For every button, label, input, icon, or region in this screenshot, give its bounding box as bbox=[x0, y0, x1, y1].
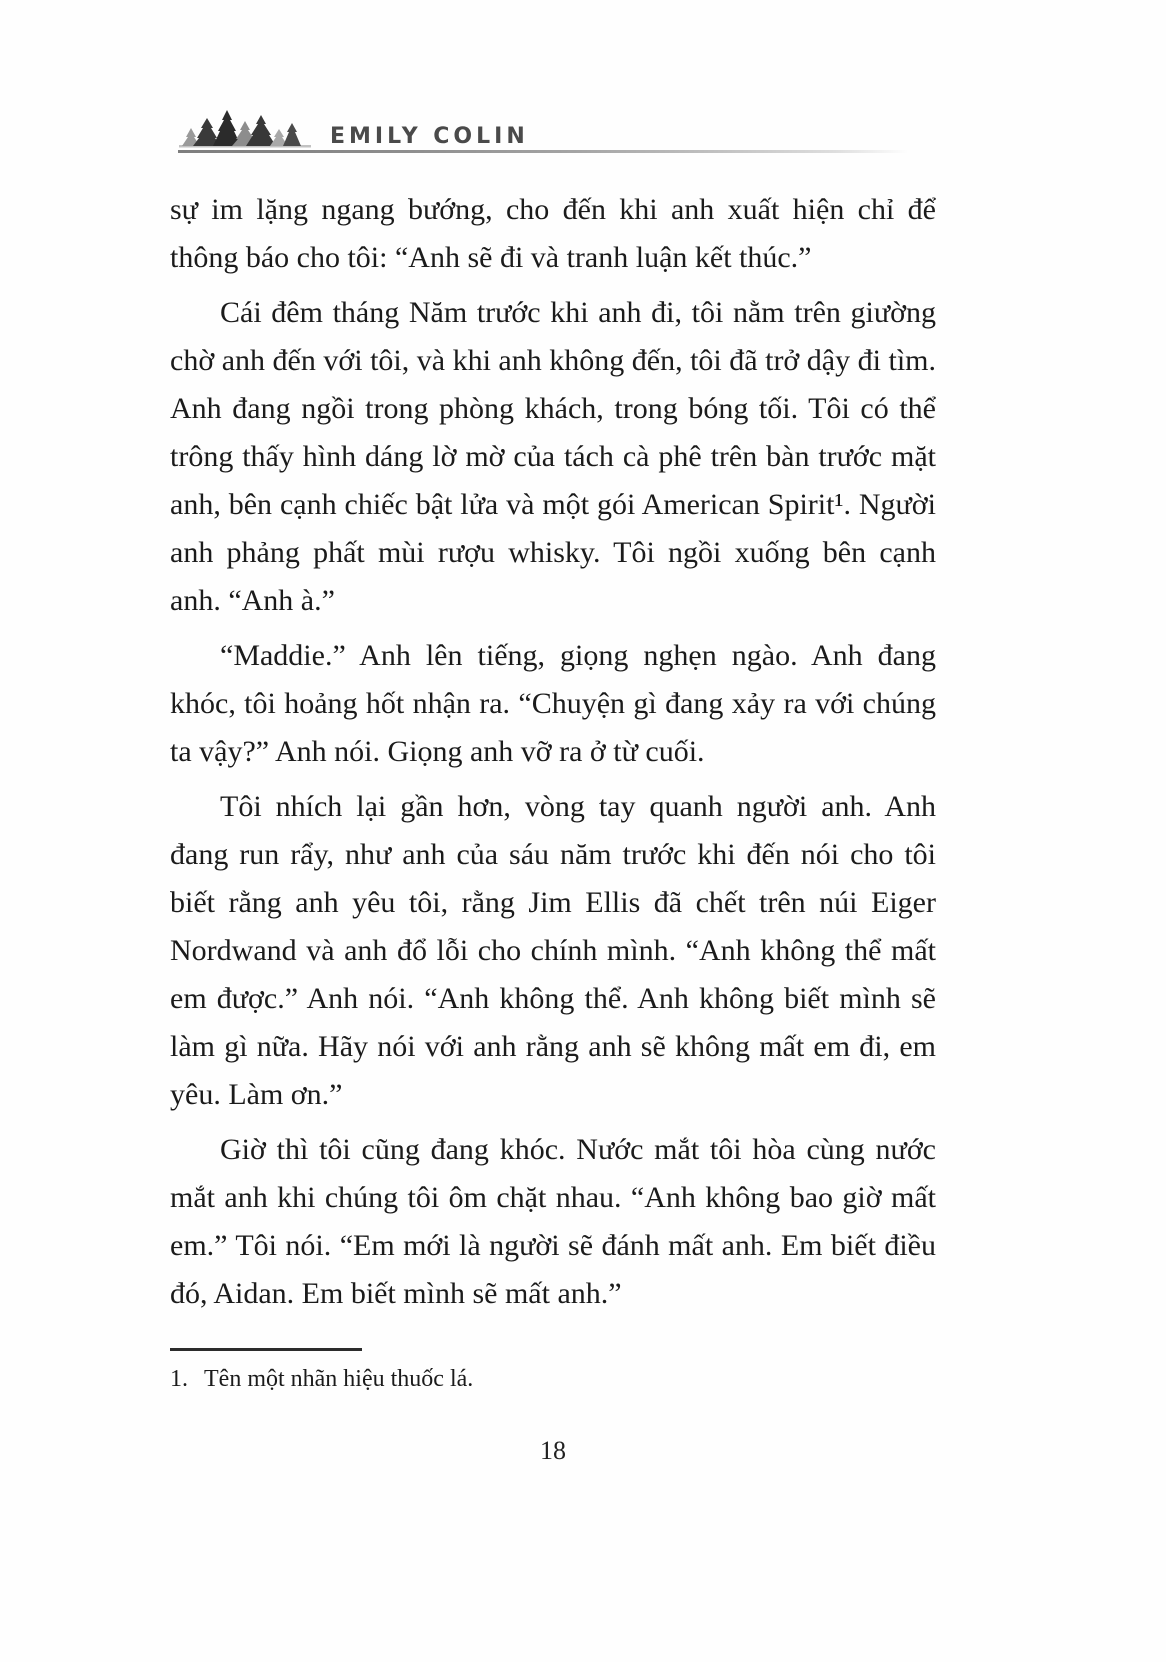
body-text bbox=[170, 186, 936, 1325]
header-rule bbox=[178, 150, 908, 153]
footnote-line bbox=[170, 1363, 936, 1395]
body-paragraph: sự im lặng ngang bướng, cho đến khi anh xuất hiện chỉ để thông báo cho tôi: “Anh sẽ đi và tranh luận kết thúc.” bbox=[170, 193, 936, 274]
footnote-rule bbox=[170, 1348, 362, 1351]
body-paragraph: Giờ thì tôi cũng đang khóc. Nước mắt tôi hòa cùng nước mắt anh khi chúng tôi ôm chặt nhau. “Anh không bao giờ mất em.” Tôi nói. “Em mới là người sẽ đánh mất anh. Em biết điều đó, Aidan. Em biết mình sẽ mất anh.” bbox=[170, 1133, 936, 1310]
body-paragraph: Tôi nhích lại gần hơn, vòng tay quanh người anh. Anh đang run rẩy, như anh của sáu năm trước khi đến nói cho tôi biết rằng anh yêu tôi, rằng Jim Ellis đã chết trên núi Eiger Nordwand và anh đổ lỗi cho chính mình. “Anh không thể mất em được.” Anh nói. “Anh không thể. Anh không biết mình sẽ làm gì nữa. Hãy nói với anh rằng anh sẽ không mất em đi, em yêu. Làm ơn.” bbox=[170, 790, 936, 1111]
author-name: EMILY COLIN bbox=[330, 124, 529, 149]
footnote bbox=[170, 1348, 936, 1395]
forest-icon bbox=[178, 108, 312, 150]
footnote-text: Tên một nhãn hiệu thuốc lá. bbox=[204, 1366, 474, 1392]
footnote-marker: 1. bbox=[170, 1366, 188, 1392]
page-header bbox=[178, 108, 908, 153]
body-paragraph: “Maddie.” Anh lên tiếng, giọng nghẹn ngào. Anh đang khóc, tôi hoảng hốt nhận ra. “Chuyện gì đang xảy ra với chúng ta vậy?” Anh nói. Giọng anh vỡ ra ở từ cuối. bbox=[170, 639, 936, 768]
body-paragraph: Cái đêm tháng Năm trước khi anh đi, tôi nằm trên giường chờ anh đến với tôi, và khi anh không đến, tôi đã trở dậy đi tìm. Anh đang ngồi trong phòng khách, trong bóng tối. Tôi có thể trông thấy hình dáng lờ mờ của tách cà phê trên bàn trước mặt anh, bên cạnh chiếc bật lửa và một gói American Spirit¹. Người anh phảng phất mùi rượu whisky. Tôi ngồi xuống bên cạnh anh. “Anh à.” bbox=[170, 296, 936, 617]
page-number: 18 bbox=[540, 1436, 566, 1465]
header-row bbox=[178, 108, 908, 150]
